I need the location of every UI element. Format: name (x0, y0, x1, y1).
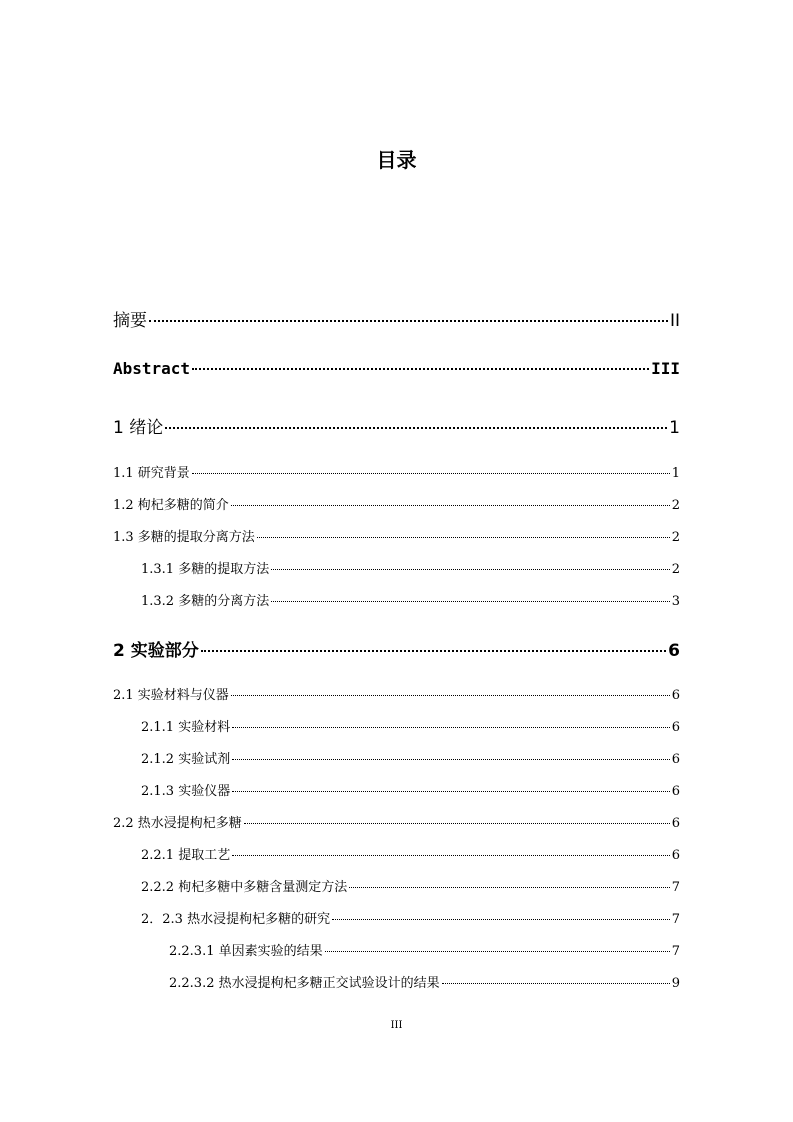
dot-leader (165, 427, 667, 429)
toc-entry-page: 6 (671, 752, 680, 767)
toc-entry-label: 2.2 热水浸提枸杞多糖 (113, 816, 242, 831)
toc-entry-label: 1.1 研究背景 (113, 466, 190, 481)
toc-entry-label: 2.2.3.2 热水浸提枸杞多糖正交试验设计的结果 (169, 976, 440, 991)
toc-entry-abstract-cn[interactable] (113, 306, 680, 331)
dot-leader (349, 887, 670, 888)
toc-entry-chapter-2[interactable] (113, 636, 680, 661)
toc-entry-2-2-3[interactable] (141, 908, 680, 927)
toc-entry-label: 1.3.2 多糖的分离方法 (141, 594, 270, 609)
toc-entry-2-1-1[interactable] (141, 716, 680, 735)
toc-entry-label: 摘要 (113, 311, 147, 331)
toc-entry-label: 2.1.1 实验材料 (141, 720, 231, 735)
dot-leader (271, 569, 670, 570)
toc-entry-page: 6 (671, 848, 680, 863)
toc-entry-2-1-2[interactable] (141, 748, 680, 767)
dot-leader (271, 601, 670, 602)
toc-entry-page: 7 (671, 880, 680, 895)
dot-leader (244, 823, 670, 824)
toc-entry-1-3-1[interactable] (141, 558, 680, 577)
toc-entry-2-1[interactable] (113, 684, 680, 703)
toc-entry-label: 1 绪论 (113, 418, 164, 438)
dot-leader (232, 791, 670, 792)
toc-entry-2-2-3-1[interactable] (169, 940, 680, 959)
toc-entry-page: 7 (671, 944, 680, 959)
toc-entry-page: 6 (671, 816, 680, 831)
dot-leader (332, 919, 670, 920)
toc-entry-label: 2.2.3.1 单因素实验的结果 (169, 944, 323, 959)
toc-entry-label: 1.3 多糖的提取分离方法 (113, 530, 255, 545)
toc-entry-label: 1.3.1 多糖的提取方法 (141, 562, 270, 577)
toc-entry-label: 2 实验部分 (113, 641, 199, 661)
toc-entry-2-2-2[interactable] (141, 876, 680, 895)
dot-leader (232, 759, 670, 760)
toc-entry-page: 1 (671, 466, 680, 481)
page-title: 目录 (376, 148, 417, 172)
page-number: III (390, 1020, 403, 1031)
toc-entry-page: 2 (671, 530, 680, 545)
toc-entry-page: 9 (671, 976, 680, 991)
dot-leader (149, 320, 668, 322)
dot-leader (231, 695, 670, 696)
dot-leader (201, 650, 666, 652)
toc-entry-label: Abstract (113, 359, 191, 378)
toc-entry-1-2[interactable] (113, 494, 680, 513)
toc-entry-1-3[interactable] (113, 526, 680, 545)
toc-entry-label: 2．2.3 热水浸提枸杞多糖的研究 (141, 912, 331, 927)
toc-entry-label: 1.2 枸杞多糖的简介 (113, 498, 229, 513)
toc-entry-page: 1 (669, 418, 680, 438)
toc-entry-page: III (651, 359, 680, 378)
toc-entry-page: 3 (671, 594, 680, 609)
dot-leader (231, 505, 670, 506)
toc-entry-2-2-1[interactable] (141, 844, 680, 863)
toc-entry-2-2[interactable] (113, 812, 680, 831)
dot-leader (192, 473, 670, 474)
toc-entry-page: 2 (671, 498, 680, 513)
dot-leader (232, 727, 670, 728)
toc-entry-page: 6 (671, 688, 680, 703)
toc-entry-label: 2.2.2 枸杞多糖中多糖含量测定方法 (141, 880, 348, 895)
dot-leader (442, 983, 670, 984)
toc-entry-chapter-1[interactable] (113, 413, 680, 438)
toc-entry-page: 6 (668, 641, 680, 661)
toc-entry-page: 2 (671, 562, 680, 577)
dot-leader (232, 855, 670, 856)
toc-entry-1-3-2[interactable] (141, 590, 680, 609)
toc-entry-abstract-en[interactable] (113, 359, 680, 378)
toc-entry-page: 7 (671, 912, 680, 927)
dot-leader (257, 537, 670, 538)
toc-entry-page: 6 (671, 784, 680, 799)
toc-entry-label: 2.2.1 提取工艺 (141, 848, 231, 863)
toc-entry-1-1[interactable] (113, 462, 680, 481)
toc-entry-label: 2.1.3 实验仪器 (141, 784, 231, 799)
toc-entry-page: 6 (671, 720, 680, 735)
toc-entry-label: 2.1.2 实验试剂 (141, 752, 231, 767)
dot-leader (192, 368, 649, 370)
dot-leader (325, 951, 670, 952)
toc-entry-label: 2.1 实验材料与仪器 (113, 688, 229, 703)
toc-entry-2-2-3-2[interactable] (169, 972, 680, 991)
toc-entry-2-1-3[interactable] (141, 780, 680, 799)
toc-entry-page: II (669, 311, 680, 331)
